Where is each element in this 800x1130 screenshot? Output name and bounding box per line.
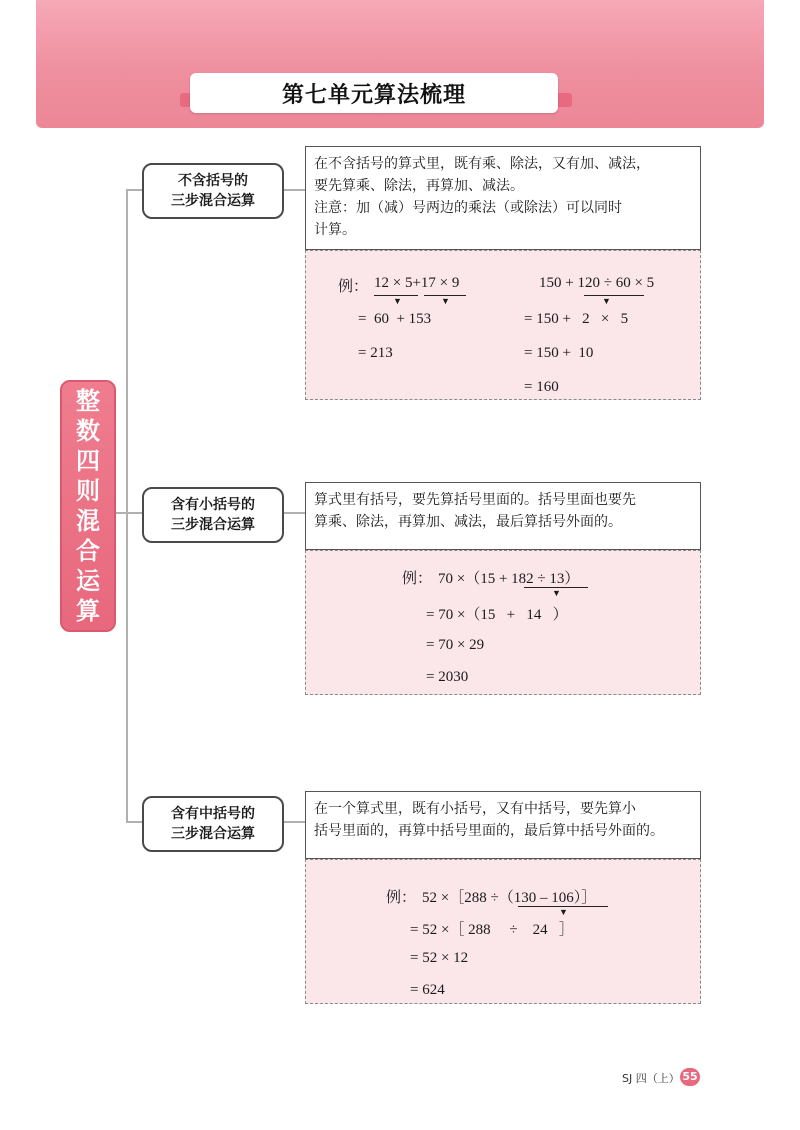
branch-node-square-brackets (142, 796, 284, 852)
rule-text-line: 括号里面的，再算中括号里面的，最后算中括号外面的。 (314, 823, 664, 839)
main-topic-char: 运 (76, 566, 100, 595)
example-step: = 70 ×（15 + 14 ） (426, 607, 568, 623)
main-topic-box (60, 380, 116, 632)
footer-book-code: SJ 四（上） (622, 1072, 680, 1085)
rule-text-line: 算式里有括号，要先算括号里面的。括号里面也要先 (314, 492, 636, 508)
node-label-line: 不含括号的 (178, 173, 248, 189)
example-box-no-brackets (305, 250, 701, 400)
main-topic-char: 四 (76, 446, 100, 475)
example-expression: 150 + 120 ÷ 60 × 5 (539, 275, 655, 291)
example-step: = 2030 (426, 669, 469, 685)
example-step: = 150 + 10 (524, 345, 594, 361)
down-arrow-icon: ▼ (393, 296, 402, 306)
rule-text-line: 算乘、除法，再算加、减法，最后算括号外面的。 (314, 514, 622, 530)
example-expression: 12 × 5+17 × 9 (374, 275, 460, 291)
example-expression: 52 ×［288 ÷（130 – 106）］ (422, 890, 597, 906)
down-arrow-icon: ▼ (602, 296, 611, 306)
example-box-square-brackets (305, 859, 701, 1004)
rule-box-square-brackets (305, 791, 701, 859)
example-step: = 60 + 153 (358, 311, 432, 327)
example-prefix: 例： (338, 279, 369, 295)
example-prefix: 例： (402, 571, 433, 587)
branch-connector-2 (126, 512, 142, 514)
main-topic-char: 混 (76, 506, 100, 535)
title-banner (190, 73, 558, 113)
example-step: = 624 (410, 982, 445, 998)
page-number-badge: 55 (680, 1068, 700, 1086)
node-label-line: 含有中括号的 (171, 806, 255, 822)
main-topic-char: 则 (76, 476, 100, 505)
rule-text-line: 计算。 (314, 222, 356, 238)
node-label-line: 三步混合运算 (171, 826, 255, 842)
example-step: = 213 (358, 345, 393, 361)
rule-text-line: 在不含括号的算式里，既有乘、除法，又有加、减法， (314, 156, 650, 172)
example-step: = 160 (524, 379, 559, 395)
main-topic-char: 数 (76, 416, 100, 445)
rule-box-no-brackets (305, 146, 701, 250)
underline-mark (584, 295, 644, 296)
page-title: 第七单元算法梳理 (281, 82, 466, 108)
main-topic-char: 合 (76, 536, 100, 565)
node-label-line: 含有小括号的 (171, 497, 255, 513)
rule-text-line: 在一个算式里，既有小括号，又有中括号，要先算小 (314, 801, 636, 817)
main-topic-char: 算 (76, 596, 100, 625)
example-expression: 70 ×（15 + 182 ÷ 13） (438, 571, 580, 587)
down-arrow-icon: ▼ (559, 907, 568, 917)
rule-text-line: 注意：加（减）号两边的乘法（或除法）可以同时 (314, 200, 622, 216)
tree-trunk-line (126, 190, 128, 822)
rule-box-parentheses (305, 482, 701, 550)
node-label-line: 三步混合运算 (171, 193, 255, 209)
down-arrow-icon: ▼ (441, 296, 450, 306)
node-label-line: 三步混合运算 (171, 517, 255, 533)
example-step: = 52 × 12 (410, 950, 469, 966)
example-box-parentheses (305, 550, 701, 695)
main-topic-char: 整 (76, 386, 100, 415)
branch-node-no-brackets (142, 163, 284, 219)
rule-text-line: 要先算乘、除法，再算加、减法。 (314, 178, 524, 194)
example-step: = 70 × 29 (426, 637, 485, 653)
example-prefix: 例： (386, 890, 417, 906)
branch-connector-1 (126, 189, 142, 191)
down-arrow-icon: ▼ (552, 588, 561, 598)
example-step: = 52 ×［ 288 ÷ 24 ］ (410, 922, 574, 938)
example-step: = 150 + 2 × 5 (524, 311, 629, 327)
branch-connector-3 (126, 821, 142, 823)
branch-node-parentheses (142, 487, 284, 543)
